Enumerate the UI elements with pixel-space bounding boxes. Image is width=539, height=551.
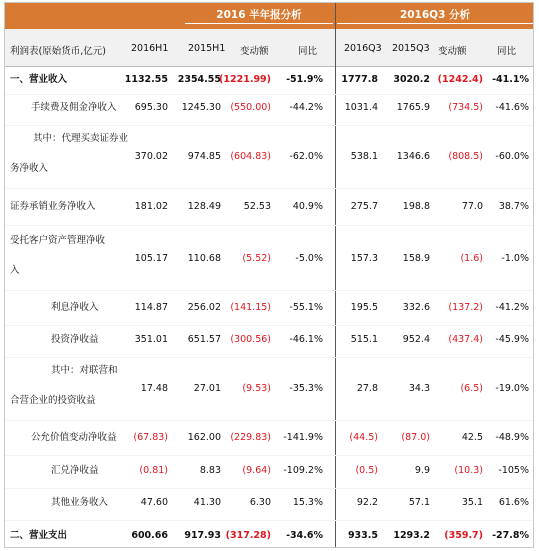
table-cell: (300.56) <box>230 334 271 345</box>
table-cell: (317.28) <box>225 530 271 541</box>
table-cell: 370.02 <box>134 151 168 162</box>
table-cell: -41.6% <box>495 102 529 113</box>
row-label-line: 其他业务收入 <box>51 497 109 508</box>
table-cell: 42.5 <box>461 432 483 443</box>
group-header-bar <box>5 3 534 29</box>
table-cell: 47.60 <box>140 497 168 508</box>
table-row <box>5 360 534 418</box>
table-cell: (437.4) <box>448 334 483 345</box>
group-header-h1-text: 2016 半年报分析 <box>216 9 302 21</box>
table-cell: 41.30 <box>193 497 221 508</box>
table-cell: 157.3 <box>350 253 378 264</box>
table-cell: 695.30 <box>134 102 168 113</box>
table-cell: -44.2% <box>289 102 323 113</box>
table-cell: 275.7 <box>350 201 378 212</box>
table-cell: 1777.8 <box>341 74 378 85</box>
table-cell: -51.9% <box>286 74 323 85</box>
table-cell: 952.4 <box>402 334 430 345</box>
table-cell: (550.00) <box>230 102 271 113</box>
table-cell: (0.5) <box>355 465 378 476</box>
table-cell: 17.48 <box>140 383 168 394</box>
table-cell: (44.5) <box>349 432 378 443</box>
table-cell: 1031.4 <box>344 102 378 113</box>
table-cell: (10.3) <box>454 465 483 476</box>
table-cell: -34.6% <box>286 530 323 541</box>
table-cell: -62.0% <box>289 151 323 162</box>
column-header-change-h1: 变动额 <box>240 46 269 57</box>
table-cell: 1245.30 <box>181 102 221 113</box>
row-label-line: 务净收入 <box>10 163 49 174</box>
table-cell: 256.02 <box>187 302 221 313</box>
table-row <box>5 68 534 92</box>
table-cell: 538.1 <box>350 151 378 162</box>
table-cell: 110.68 <box>187 253 221 264</box>
table-cell: -48.9% <box>495 432 529 443</box>
table-cell: 2354.55 <box>177 74 221 85</box>
table-cell: (6.5) <box>460 383 483 394</box>
row-divider <box>5 225 534 226</box>
column-header-2016q3: 2016Q3 <box>344 43 382 54</box>
table-cell: 8.83 <box>199 465 221 476</box>
table-cell: -105% <box>498 465 529 476</box>
table-cell: (1221.99) <box>219 74 271 85</box>
table-row <box>5 293 534 323</box>
table-cell: 128.49 <box>187 201 221 212</box>
table-cell: -45.9% <box>495 334 529 345</box>
table-cell: 1765.9 <box>396 102 430 113</box>
table-cell: 57.1 <box>408 497 430 508</box>
table-cell: 77.0 <box>461 201 483 212</box>
table-cell: (137.2) <box>448 302 483 313</box>
column-header-change-q3: 变动额 <box>438 46 467 57</box>
table-cell: (67.83) <box>133 432 168 443</box>
table-cell: 52.53 <box>243 201 271 212</box>
row-label-line: 投资净收益 <box>51 334 99 345</box>
table-cell: 27.01 <box>193 383 221 394</box>
table-cell: 351.01 <box>134 334 168 345</box>
group-header-h1-underline <box>185 23 333 24</box>
table-row <box>5 523 534 548</box>
table-cell: 38.7% <box>498 201 529 212</box>
row-label-line: 利息净收入 <box>51 302 99 313</box>
table-cell: 105.17 <box>134 253 168 264</box>
table-cell: 92.2 <box>356 497 378 508</box>
table-cell: (604.83) <box>230 151 271 162</box>
table-cell: -41.2% <box>495 302 529 313</box>
table-cell: (1242.4) <box>437 74 483 85</box>
row-divider <box>5 290 534 291</box>
table-cell: (808.5) <box>448 151 483 162</box>
table-cell: (734.5) <box>448 102 483 113</box>
row-label-line: 其中：对联营和 <box>51 365 118 376</box>
table-cell: 195.5 <box>350 302 378 313</box>
row-divider <box>5 520 534 521</box>
table-cell: 114.87 <box>134 302 168 313</box>
table-cell: 974.85 <box>187 151 221 162</box>
row-label-line: 受托客户资产管理净收 <box>10 235 106 246</box>
table-cell: -46.1% <box>289 334 323 345</box>
table-cell: -41.1% <box>492 74 529 85</box>
table-cell: (141.15) <box>230 302 271 313</box>
table-cell: (359.7) <box>444 530 483 541</box>
table-cell: (9.64) <box>242 465 271 476</box>
table-cell: -109.2% <box>283 465 323 476</box>
table-cell: (87.0) <box>401 432 430 443</box>
table-cell: 40.9% <box>292 201 323 212</box>
table-cell: 933.5 <box>347 530 378 541</box>
table-cell: 1346.6 <box>396 151 430 162</box>
table-cell: 158.9 <box>402 253 430 264</box>
row-label-line: 二、营业支出 <box>10 530 68 541</box>
column-header-2016h1: 2016H1 <box>131 43 169 54</box>
table-cell: -5.0% <box>295 253 323 264</box>
table-cell: (5.52) <box>242 253 271 264</box>
table-cell: -55.1% <box>289 302 323 313</box>
table-row <box>5 488 534 518</box>
row-divider <box>5 188 534 189</box>
table-cell: 9.9 <box>414 465 430 476</box>
table-cell: 34.3 <box>408 383 430 394</box>
column-header-2015h1: 2015H1 <box>188 43 226 54</box>
column-header-row <box>5 29 534 67</box>
column-header-2015q3: 2015Q3 <box>392 43 430 54</box>
row-label-line: 其中：代理买卖证券业 <box>33 133 129 144</box>
row-label-line: 手续费及佣金净收入 <box>31 102 117 113</box>
table-row <box>5 456 534 486</box>
table-cell: 1132.55 <box>124 74 168 85</box>
table-cell: 198.8 <box>402 201 430 212</box>
table-cell: 27.8 <box>356 383 378 394</box>
table-cell: (0.81) <box>139 465 168 476</box>
table-cell: 600.66 <box>131 530 168 541</box>
column-header-label: 利润表(原始货币,亿元) <box>10 46 106 57</box>
group-header-q3-text: 2016Q3 分析 <box>399 9 471 21</box>
table-row <box>5 423 534 453</box>
row-label-line: 汇兑净收益 <box>51 465 99 476</box>
group-header-h1 <box>185 3 333 29</box>
row-label-line: 公允价值变动净收益 <box>31 432 117 443</box>
table-cell: 15.3% <box>292 497 323 508</box>
row-divider <box>5 420 534 421</box>
table-cell: 162.00 <box>187 432 221 443</box>
table-row <box>5 325 534 355</box>
table-row <box>5 128 534 186</box>
table-cell: -141.9% <box>283 432 323 443</box>
table-row <box>5 191 534 223</box>
row-label-line: 一、营业收入 <box>10 74 68 85</box>
table-cell: 3020.2 <box>393 74 430 85</box>
table-cell: 35.1 <box>461 497 483 508</box>
table-cell: -35.3% <box>289 383 323 394</box>
table-cell: -27.8% <box>492 530 529 541</box>
table-cell: 181.02 <box>134 201 168 212</box>
table-cell: 1293.2 <box>393 530 430 541</box>
table-row <box>5 230 534 288</box>
table-row <box>5 93 534 123</box>
group-header-q3 <box>337 3 533 29</box>
column-header-yoy-q3: 同比 <box>497 46 517 57</box>
table-cell: -1.0% <box>501 253 529 264</box>
profit-table <box>4 2 534 548</box>
table-cell: -60.0% <box>495 151 529 162</box>
table-cell: 332.6 <box>402 302 430 313</box>
table-cell: 651.57 <box>187 334 221 345</box>
column-header-yoy-h1: 同比 <box>298 46 318 57</box>
table-cell: 917.93 <box>184 530 221 541</box>
table-cell: 6.30 <box>249 497 271 508</box>
table-cell: (1.6) <box>460 253 483 264</box>
table-cell: 515.1 <box>350 334 378 345</box>
table-cell: -19.0% <box>495 383 529 394</box>
group-header-q3-underline <box>337 23 533 24</box>
table-cell: (9.53) <box>242 383 271 394</box>
table-cell: 61.6% <box>498 497 529 508</box>
row-label-line: 证券承销业务净收入 <box>10 201 96 212</box>
row-label-line: 合营企业的投资收益 <box>10 395 96 406</box>
table-cell: (229.83) <box>230 432 271 443</box>
row-label-line: 入 <box>10 265 20 276</box>
